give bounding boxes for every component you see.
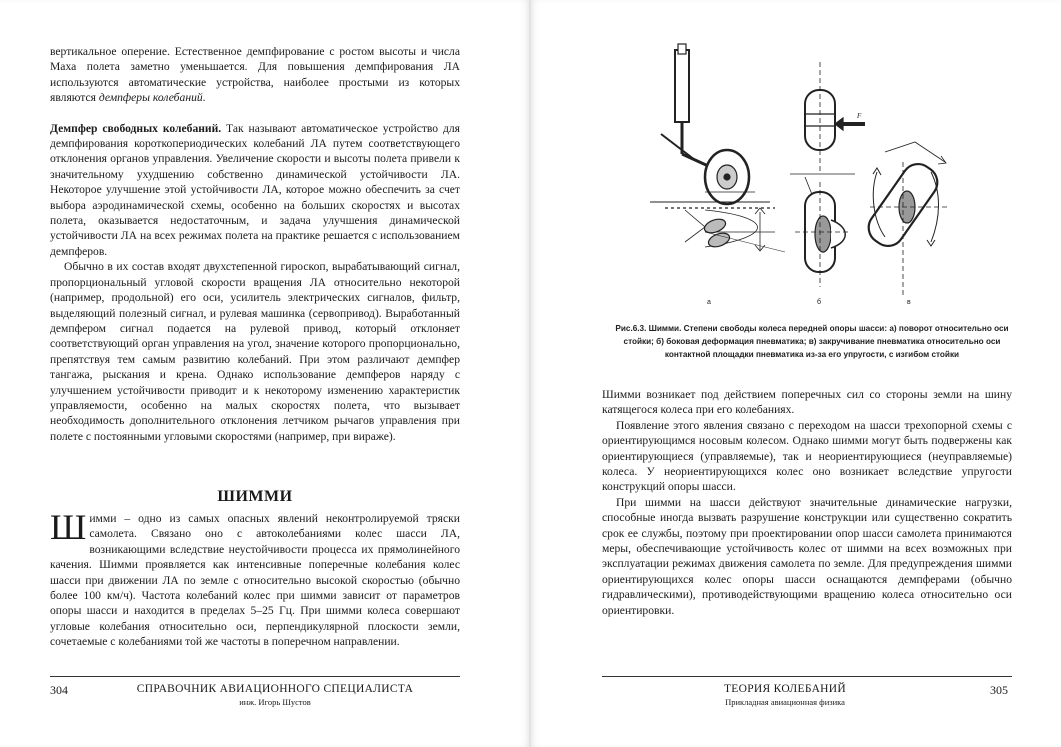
paragraph-damper-composition: Обычно в их состав входят двухстепенной гироскоп, вырабатывающий сигнал, пропорциональный угловой скорости вращения ЛА относительно некоторой (например, продольной) его оси, усилитель электрических сигналов, фильтр, выделяющий полезный сигнал, и рулевая машинка (сервопривод). Выработанный демпфером сигнал подается на рулевой привод, который отклоняет соответствующий орган управления на угол, значение которого пропорционально, препятствуя тем самым развитию колебаний. При этом различают демпфер тангажа, рыскания и крена. Однако использование демпферов наряду с улучшением устойчивости приводит и к некоторому изменению характеристик управляемости, особенно на малых скоростях полета, что вызывает необходимость дополнительного отклонения летчиком рычагов управления при полете с постоянными угловыми скоростями (например, при вираже). — [50, 260, 460, 443]
right-footer-rule — [602, 676, 1012, 677]
italic-term: демпферы колебаний — [98, 91, 203, 105]
paragraph-shimmy-loads: При шимми на шасси действуют значительные динамические нагрузки, способные иногда вызвать разрушение конструкции или существенно сократить срок ее службы, поэтому при проектировании опор шасси самолета принимаются меры, обеспечивающие устойчивость колес от шимми на всех возможных при эксплуатации режимах движения самолета по земле. Для предупреждения шимми ориентирующихся колес опоры шасси оснащаются демпферами (обычно гидравлическими), противодействующими вращению колеса относительно оси ориентировки. — [602, 495, 1012, 617]
figure-caption: Рис.6.3. Шимми. Степени свободы колеса передней опоры шасси: а) поворот относительно оси стойки; б) боковая деформация пневматика; в) закручивание пневматика относительно оси контактной площадки пневматика из-за его упругости, с изгибом стойки — [615, 324, 1009, 359]
right-footer-subtitle: Прикладная авиационная физика — [725, 697, 845, 707]
book-gutter — [529, 0, 531, 747]
drop-cap: Ш — [50, 507, 87, 547]
section-title-shimmy: ШИММИ — [217, 488, 293, 505]
figure-c-tyre-twisting — [862, 142, 950, 297]
paragraph-shimmy-origin: Появление этого явления связано с переходом на шасси трехопорной схемы с ориентирующимся носовым колесом. Однако шимми могут быть подвержены как ориентирующиеся (управляемые), так и неориентирующиеся (неуправляемые) колеса. У неориентирующихся колес оно возникает вследствие упругости конструкций опоры шасси. — [602, 418, 1012, 494]
figure-label-b: б — [817, 299, 822, 306]
left-text-column — [50, 44, 460, 444]
right-text-column — [602, 387, 1012, 618]
right-footer-title: ТЕОРИЯ КОЛЕБАНИЙ — [723, 683, 846, 695]
page-number-right: 305 — [990, 683, 1008, 697]
paragraph-free-oscillation-damper: Демпфер свободных колебаний. Так называют автоматическое устройство для демпфирования короткопериодических колебаний ЛА путем соответствующего отклонения органов управления. Увеличение скорости и высоты полета привели к значительному ухудшению собственно динамической устойчивости ЛА. Некоторое улучшение этой устойчивости ЛА, которое можно обеспечить за счет выбора аэродинамической схемы, особенно на больших скоростях и высотах полета, оказывается недостаточным, и задача улучшения динамической устойчивости ЛА на всех режимах полета на практике решается с использованием демпферов. — [50, 121, 460, 258]
figure-a-strut-wheel — [650, 44, 785, 252]
figure-label-c: в — [907, 299, 911, 306]
force-label: F — [857, 112, 862, 120]
paragraph-damping-intro: вертикальное оперение. Естественное демпфирование с ростом высоты и числа Маха полета заметно уменьшается. Для повышения демпфирования ЛА используются автоматические устройства, наиболее простыми из которых являются демпферы колебаний. — [50, 45, 460, 105]
bold-term: Демпфер свободных колебаний. — [50, 121, 222, 135]
left-footer-title: СПРАВОЧНИК АВИАЦИОННОГО СПЕЦИАЛИСТА — [136, 683, 414, 695]
paragraph-shimmy-cause: Шимми возникает под действием поперечных сил со стороны земли на шину катящегося колеса при его колебаниях. — [602, 388, 1012, 417]
paragraph-shimmy-definition: Шимми – одно из самых опасных явлений неконтролируемой тряски самолета. Связано оно с автоколебаниями колес шасси ЛА, возникающими вследствие неустойчивости процесса их прямолинейного качения. Шимми проявляется как интенсивные поперечные колебания колес шасси при движении ЛА по земле с относительно высокой скоростью (обычно более 100 км/ч). Частота колебаний колес при шимми зависит от параметров опоры шасси и находится в пределах 5–25 Гц. При шимми колеса совершают угловые колебания относительно оси, перпендикулярной плоскости земли, сочетаемые с колебаниями той же частоты в поперечном направлении. — [50, 507, 460, 649]
page-number-left: 304 — [50, 683, 68, 697]
left-footer-rule — [50, 676, 460, 677]
left-footer-subtitle: инж. Игорь Шустов — [239, 697, 311, 707]
figure-label-a: а — [707, 299, 711, 306]
shimmy-figure — [645, 42, 970, 312]
figure-b-tyre-deformation — [790, 62, 865, 287]
